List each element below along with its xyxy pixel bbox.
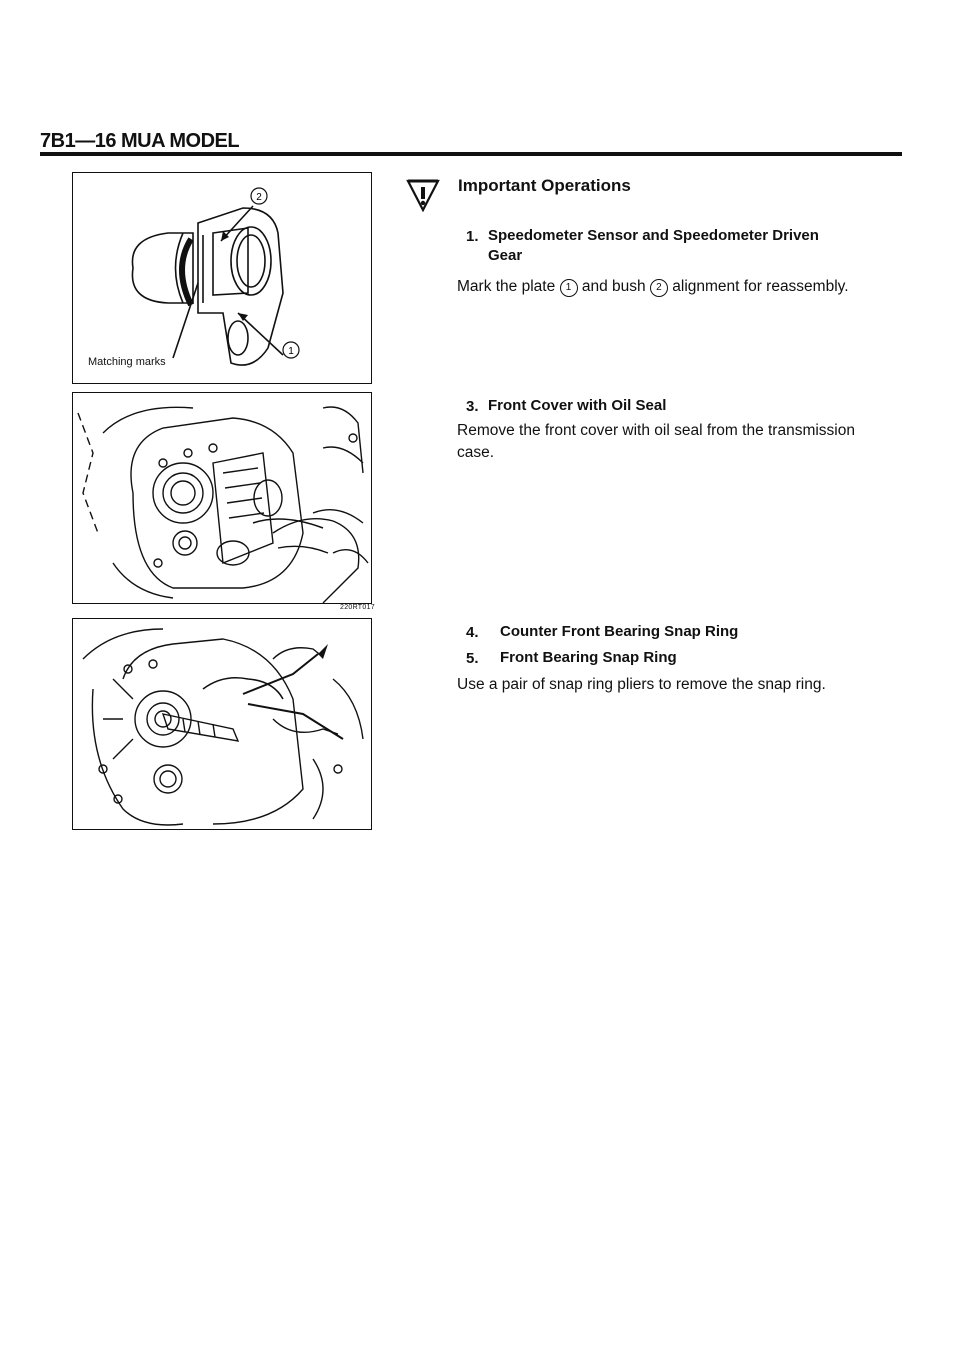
circled-number-2: 2	[650, 279, 668, 297]
snap-ring-illustration	[73, 619, 371, 829]
section-title: Important Operations	[458, 176, 631, 195]
step-number: 1.	[466, 228, 479, 245]
figure-front-cover	[72, 392, 372, 604]
page-header-title: 7B1—16 MUA MODEL	[40, 130, 240, 152]
callout-1: 1	[288, 346, 294, 357]
step-title-continuation: Gear	[488, 247, 523, 264]
step-title: Front Bearing Snap Ring	[500, 649, 677, 666]
figure-code: 220RT017	[340, 604, 375, 611]
body-text-part: Mark the plate	[457, 278, 556, 295]
step-number: 5.	[466, 650, 479, 667]
step-title: Counter Front Bearing Snap Ring	[500, 623, 739, 640]
figure-caption-matching-marks: Matching marks	[88, 356, 166, 368]
circled-number-1: 1	[560, 279, 578, 297]
step-number: 4.	[466, 624, 479, 641]
step-body-text: Use a pair of snap ring pliers to remove the snap ring.	[457, 676, 826, 693]
front-cover-illustration	[73, 393, 371, 603]
speedometer-illustration	[73, 173, 371, 383]
step-body-text: Remove the front cover with oil seal from the transmission	[457, 422, 855, 439]
callout-2: 2	[256, 192, 262, 203]
figure-snap-ring	[72, 618, 372, 830]
body-text-part: and bush	[581, 278, 646, 295]
step-title: Speedometer Sensor and Speedometer Driven	[488, 227, 819, 244]
step-body-text	[457, 276, 849, 298]
step-body-text-continuation: case.	[457, 444, 495, 461]
warning-triangle-icon	[406, 178, 440, 212]
step-title: Front Cover with Oil Seal	[488, 397, 667, 414]
header-rule	[40, 152, 902, 156]
step-number: 3.	[466, 398, 479, 415]
body-text-part: alignment for reassembly.	[672, 278, 849, 295]
figure-speedometer-plate	[72, 172, 372, 384]
